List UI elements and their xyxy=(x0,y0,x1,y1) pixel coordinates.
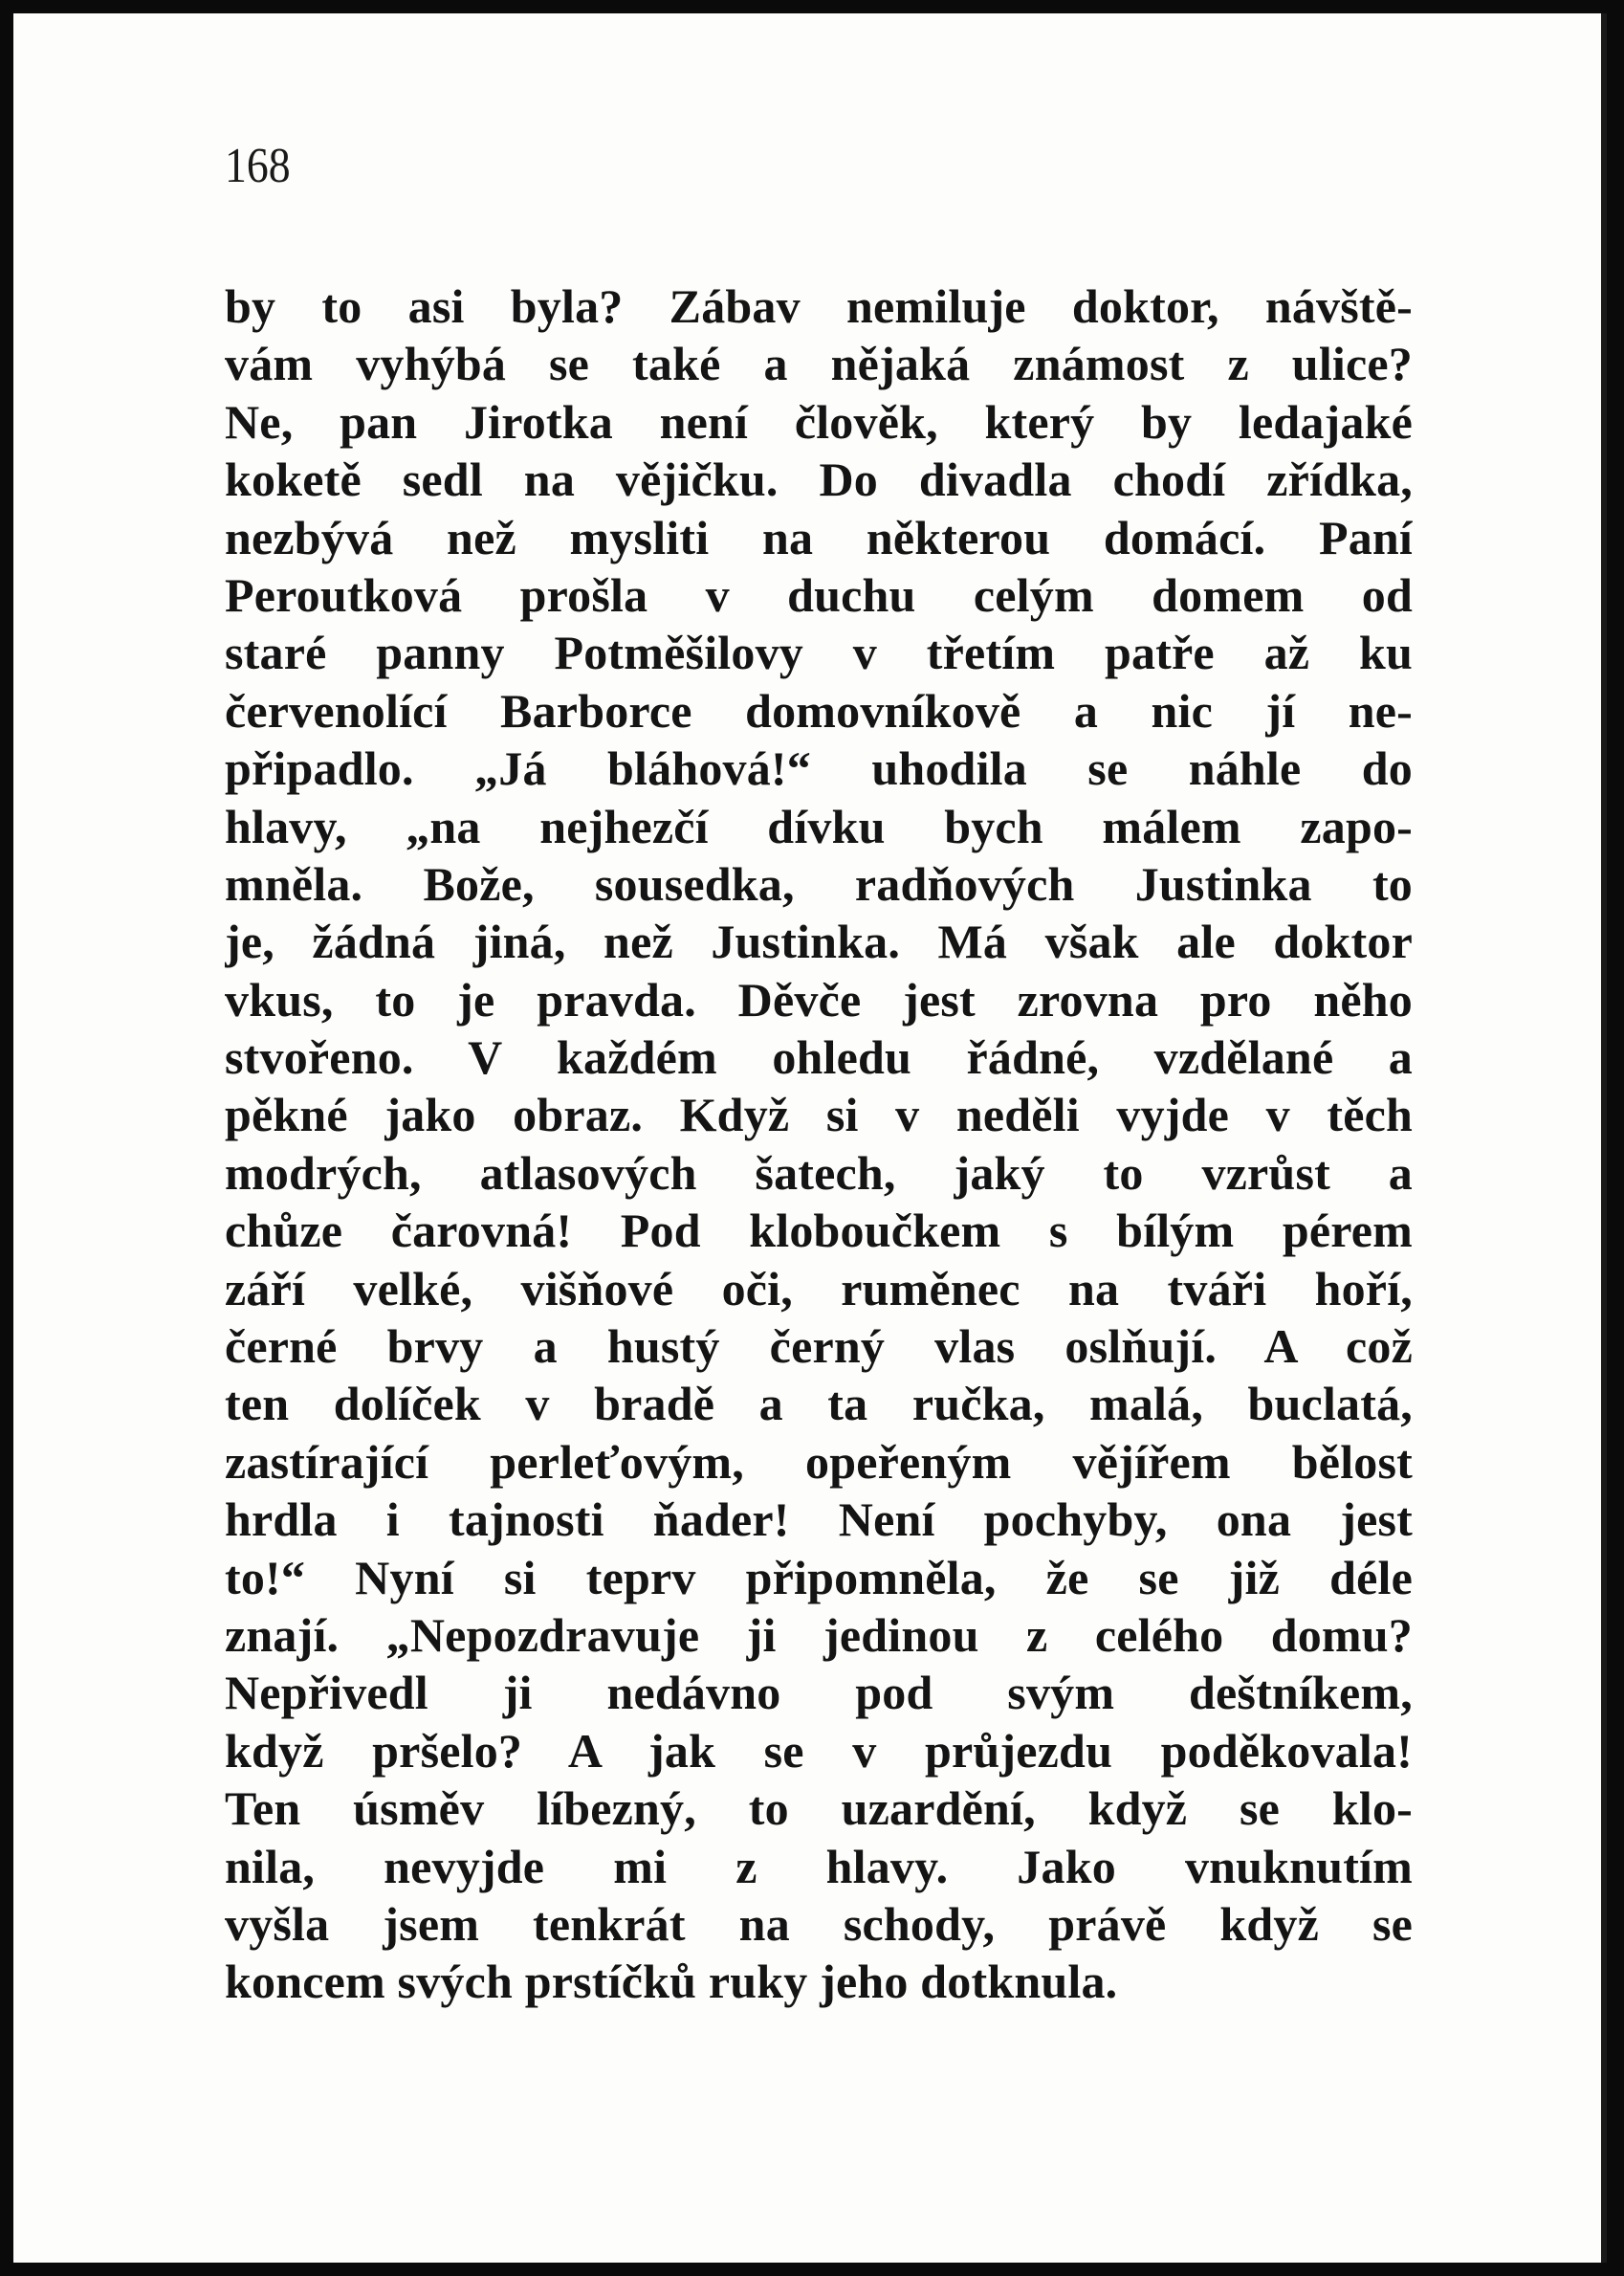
text-line: září velké, višňové oči, ruměnec na tváři hoří, xyxy=(225,1261,1413,1315)
text-line: černé brvy a hustý černý vlas oslňují. A což xyxy=(225,1319,1413,1374)
text-line: by to asi byla? Zábav nemiluje doktor, návště- xyxy=(225,279,1413,333)
text-line: pěkné jako obraz. Když si v neděli vyjde v těch xyxy=(225,1088,1413,1142)
text-line: modrých, atlasových šatech, jaký to vzrůst a xyxy=(225,1145,1413,1200)
text-line: vkus, to je pravda. Děvče jest zrovna pro něho xyxy=(225,972,1413,1027)
text-line: červenolící Barborce domovníkově a nic jí ne- xyxy=(225,683,1413,738)
text-line: chůze čarovná! Pod kloboučkem s bílým pérem xyxy=(225,1204,1413,1258)
text-line: znají. „Nepozdravuje ji jedinou z celého domu? xyxy=(225,1607,1413,1662)
text-line: připadlo. „Já bláhová!“ uhodila se náhle do xyxy=(225,741,1413,796)
text-line: stvořeno. V každém ohledu řádné, vzdělané a xyxy=(225,1030,1413,1085)
text-line: když pršelo? A jak se v průjezdu poděkovala! xyxy=(225,1723,1413,1778)
text-line: Ne, pan Jirotka není člověk, který by ledajaké xyxy=(225,394,1413,449)
text-line: mněla. Bože, sousedka, radňových Justinka to xyxy=(225,856,1413,911)
text-line: to!“ Nyní si teprv připomněla, že se již déle xyxy=(225,1550,1413,1604)
text-line: ten dolíček v bradě a ta ručka, malá, buclatá, xyxy=(225,1377,1413,1431)
text-line: nezbývá než mysliti na některou domácí. Paní xyxy=(225,510,1413,564)
text-line: koncem svých prstíčků ruky jeho dotknula. xyxy=(225,1955,1118,2009)
text-line: je, žádná jiná, než Justinka. Má však ale doktor xyxy=(225,915,1413,969)
text-line: vyšla jsem tenkrát na schody, právě když se xyxy=(225,1896,1413,1951)
text-line: staré panny Potměšilovy v třetím patře až ku xyxy=(225,626,1413,680)
text-line: Peroutková prošla v duchu celým domem od xyxy=(225,567,1413,622)
page-number: 168 xyxy=(225,139,291,193)
book-page xyxy=(13,13,1607,2263)
text-line: vám vyhýbá se také a nějaká známost z ulice? xyxy=(225,337,1413,391)
text-line: Nepřivedl ji nedávno pod svým deštníkem, xyxy=(225,1666,1413,1720)
body-text xyxy=(225,277,1413,2011)
text-line: zastírající perleťovým, opeřeným vějířem bělost xyxy=(225,1434,1413,1489)
text-line: Ten úsměv líbezný, to uzardění, když se klo- xyxy=(225,1781,1413,1836)
text-line: nila, nevyjde mi z hlavy. Jako vnuknutím xyxy=(225,1839,1413,1893)
text-line: koketě sedl na vějičku. Do divadla chodí zřídka, xyxy=(225,453,1413,507)
text-line: hrdla i tajnosti ňader! Není pochyby, ona jest xyxy=(225,1492,1413,1547)
text-line: hlavy, „na nejhezčí dívku bych málem zapo- xyxy=(225,799,1413,853)
